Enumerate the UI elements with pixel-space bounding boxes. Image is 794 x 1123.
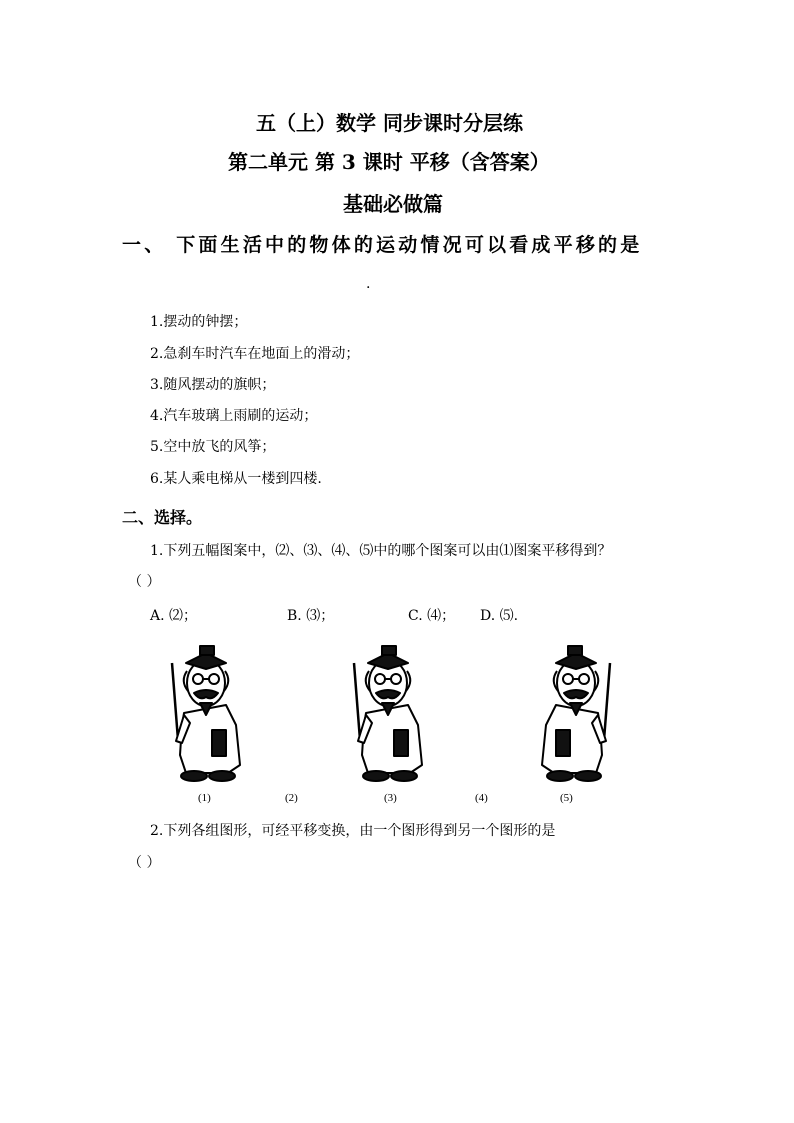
doc-title: 五（上）数学 同步课时分层练	[256, 111, 523, 135]
option-b: B. ⑶；	[287, 608, 335, 624]
figure-label-1: (1)	[198, 792, 211, 804]
list-item: 6.某人乘电梯从一楼到四楼.	[150, 471, 322, 487]
option-c: C. ⑷；	[408, 608, 456, 624]
doc-section-heading: 基础必做篇	[343, 192, 443, 216]
section2-title: 二、选择。	[122, 508, 203, 527]
figure-label-4: (4)	[475, 792, 488, 804]
question-1-answer-blank: （ ）	[128, 574, 161, 590]
list-item: 5.空中放飞的风筝；	[150, 439, 276, 455]
figure-label-2: (2)	[285, 792, 298, 804]
question-2-answer-blank: （ ）	[128, 855, 161, 871]
question-2-text: 2.下列各组图形，可经平移变换，由一个图形得到另一个图形的是	[150, 823, 556, 839]
option-d: D. ⑸.	[480, 608, 519, 624]
list-item: 3.随风摆动的旗帜；	[150, 377, 276, 393]
figure-label-5: (5)	[560, 792, 573, 804]
question-1-text: 1.下列五幅图案中，⑵、⑶、⑷、⑸中的哪个图案可以由⑴图案平移得到？	[150, 543, 612, 559]
list-item: 2.急刹车时汽车在地面上的滑动；	[150, 346, 360, 362]
section1-blank: .	[366, 276, 371, 292]
list-item: 4.汽车玻璃上雨刷的运动；	[150, 408, 318, 424]
figure-label-3: (3)	[384, 792, 397, 804]
option-a: A. ⑵；	[150, 608, 198, 624]
doc-subtitle: 第二单元 第 3 课时 平移（含答案）	[228, 150, 550, 174]
list-item: 1.摆动的钟摆；	[150, 314, 248, 330]
translation-figures-illustration	[168, 645, 618, 810]
section1-title: 一、 下面生活中的物体的运动情况可以看成平移的是	[122, 234, 643, 256]
